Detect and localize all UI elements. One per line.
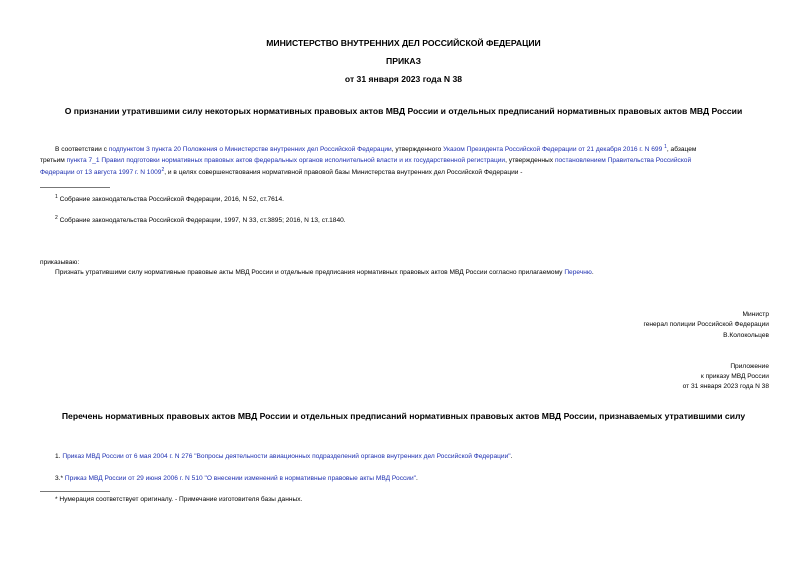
footnote-note: * Нумерация соответствует оригиналу. - Примечание изготовителя базы данных. <box>55 496 303 503</box>
footnote-divider <box>40 187 110 188</box>
footnote-1 <box>55 193 284 205</box>
link-resolution[interactable]: постановлением Правительства Российской <box>554 157 692 164</box>
list-item <box>55 474 418 484</box>
order-text <box>55 268 775 278</box>
link-regulation[interactable]: подпунктом 3 пункта 20 Положения о Министерстве внутренних дел Российской Федерации <box>108 146 392 154</box>
footnote-text: Собрание законодательства Российской Федерации, 1997, N 33, ст.3895; 2016, N 13, ст.1840. <box>57 217 346 225</box>
signature-title: Министр <box>742 311 769 318</box>
link-resolution-2[interactable]: Федерации от 13 августа 1997 г. N 1009 <box>40 169 162 177</box>
item-end: . <box>416 475 418 482</box>
preamble-text: В соответствии с <box>55 146 109 154</box>
signature-name: В.Колокольцев <box>723 332 769 339</box>
link-decree[interactable]: Указом Президента Российской Федерации от 21 декабря 2016 г. N 699 <box>443 146 663 154</box>
order-end: . <box>591 269 594 276</box>
appendix-label: Приложение <box>730 363 769 370</box>
preamble-text: , утвержденных <box>505 157 555 164</box>
preamble-text: , и в целях совершенствования нормативной правовой базы Министерства внутренних дел Российской Федерации - <box>164 169 523 177</box>
order-verb: приказываю: <box>40 259 80 266</box>
appendix-date: от 31 января 2023 года N 38 <box>682 383 769 390</box>
signature-rank: генерал полиции Российской Федерации <box>643 321 769 328</box>
link-order-510[interactable]: Приказ МВД России от 29 июня 2006 г. N 510 "О внесении изменений в нормативные правовые акты МВД России" <box>64 475 416 482</box>
preamble-line-1 <box>55 143 755 155</box>
footnote-ref-1[interactable]: 1 <box>664 144 667 150</box>
list-item <box>55 452 512 462</box>
list-title: Перечень нормативных правовых актов МВД России и отдельных предписаний нормативных правовых актов МВД России, признаваемых утратившими силу <box>61 411 746 421</box>
link-order-276[interactable]: Приказ МВД России от 6 мая 2004 г. N 276 "Вопросы деятельности авиационных подразделений органов внутренних дел Российской Федерации" <box>62 453 511 460</box>
preamble-line-2 <box>40 156 770 166</box>
item-end: . <box>510 453 513 460</box>
doc-date-number: от 31 января 2023 года N 38 <box>344 74 463 84</box>
footnote-number: 2 <box>55 215 58 221</box>
appendix-ref: к приказу МВД России <box>700 373 769 380</box>
item-number: 1. <box>55 453 63 460</box>
ministry-heading: МИНИСТЕРСТВО ВНУТРЕННИХ ДЕЛ РОССИЙСКОЙ ФЕДЕРАЦИИ <box>266 38 541 48</box>
item-number: 3.* <box>55 475 65 482</box>
doc-title: О признании утратившими силу некоторых нормативных правовых актов МВД России и отдельных предписаний нормативных правовых актов МВД России <box>64 106 743 116</box>
footnote-ref-2[interactable]: 2 <box>161 167 165 173</box>
preamble-text: , абзацем <box>666 146 697 154</box>
doc-type: ПРИКАЗ <box>386 56 421 66</box>
footnote-text: Собрание законодательства Российской Федерации, 2016, N 52, ст.7614. <box>57 196 284 204</box>
link-rules[interactable]: пункта 7_1 Правил подготовки нормативных правовых актов федеральных органов исполнительной власти и их государственной регистрации <box>66 157 506 164</box>
footnote-number: 1 <box>55 194 58 200</box>
preamble-text: третьим <box>40 157 67 164</box>
order-body: Признать утратившими силу нормативные правовые акты МВД России и отдельные предписания нормативных правовых актов МВД России согласно прилагаемому <box>55 269 565 276</box>
link-list[interactable]: Перечню <box>564 269 592 276</box>
preamble-text: , утвержденного <box>391 146 444 154</box>
preamble-line-3 <box>40 166 770 178</box>
footnote-2 <box>55 214 346 226</box>
footnote-divider <box>40 491 110 492</box>
